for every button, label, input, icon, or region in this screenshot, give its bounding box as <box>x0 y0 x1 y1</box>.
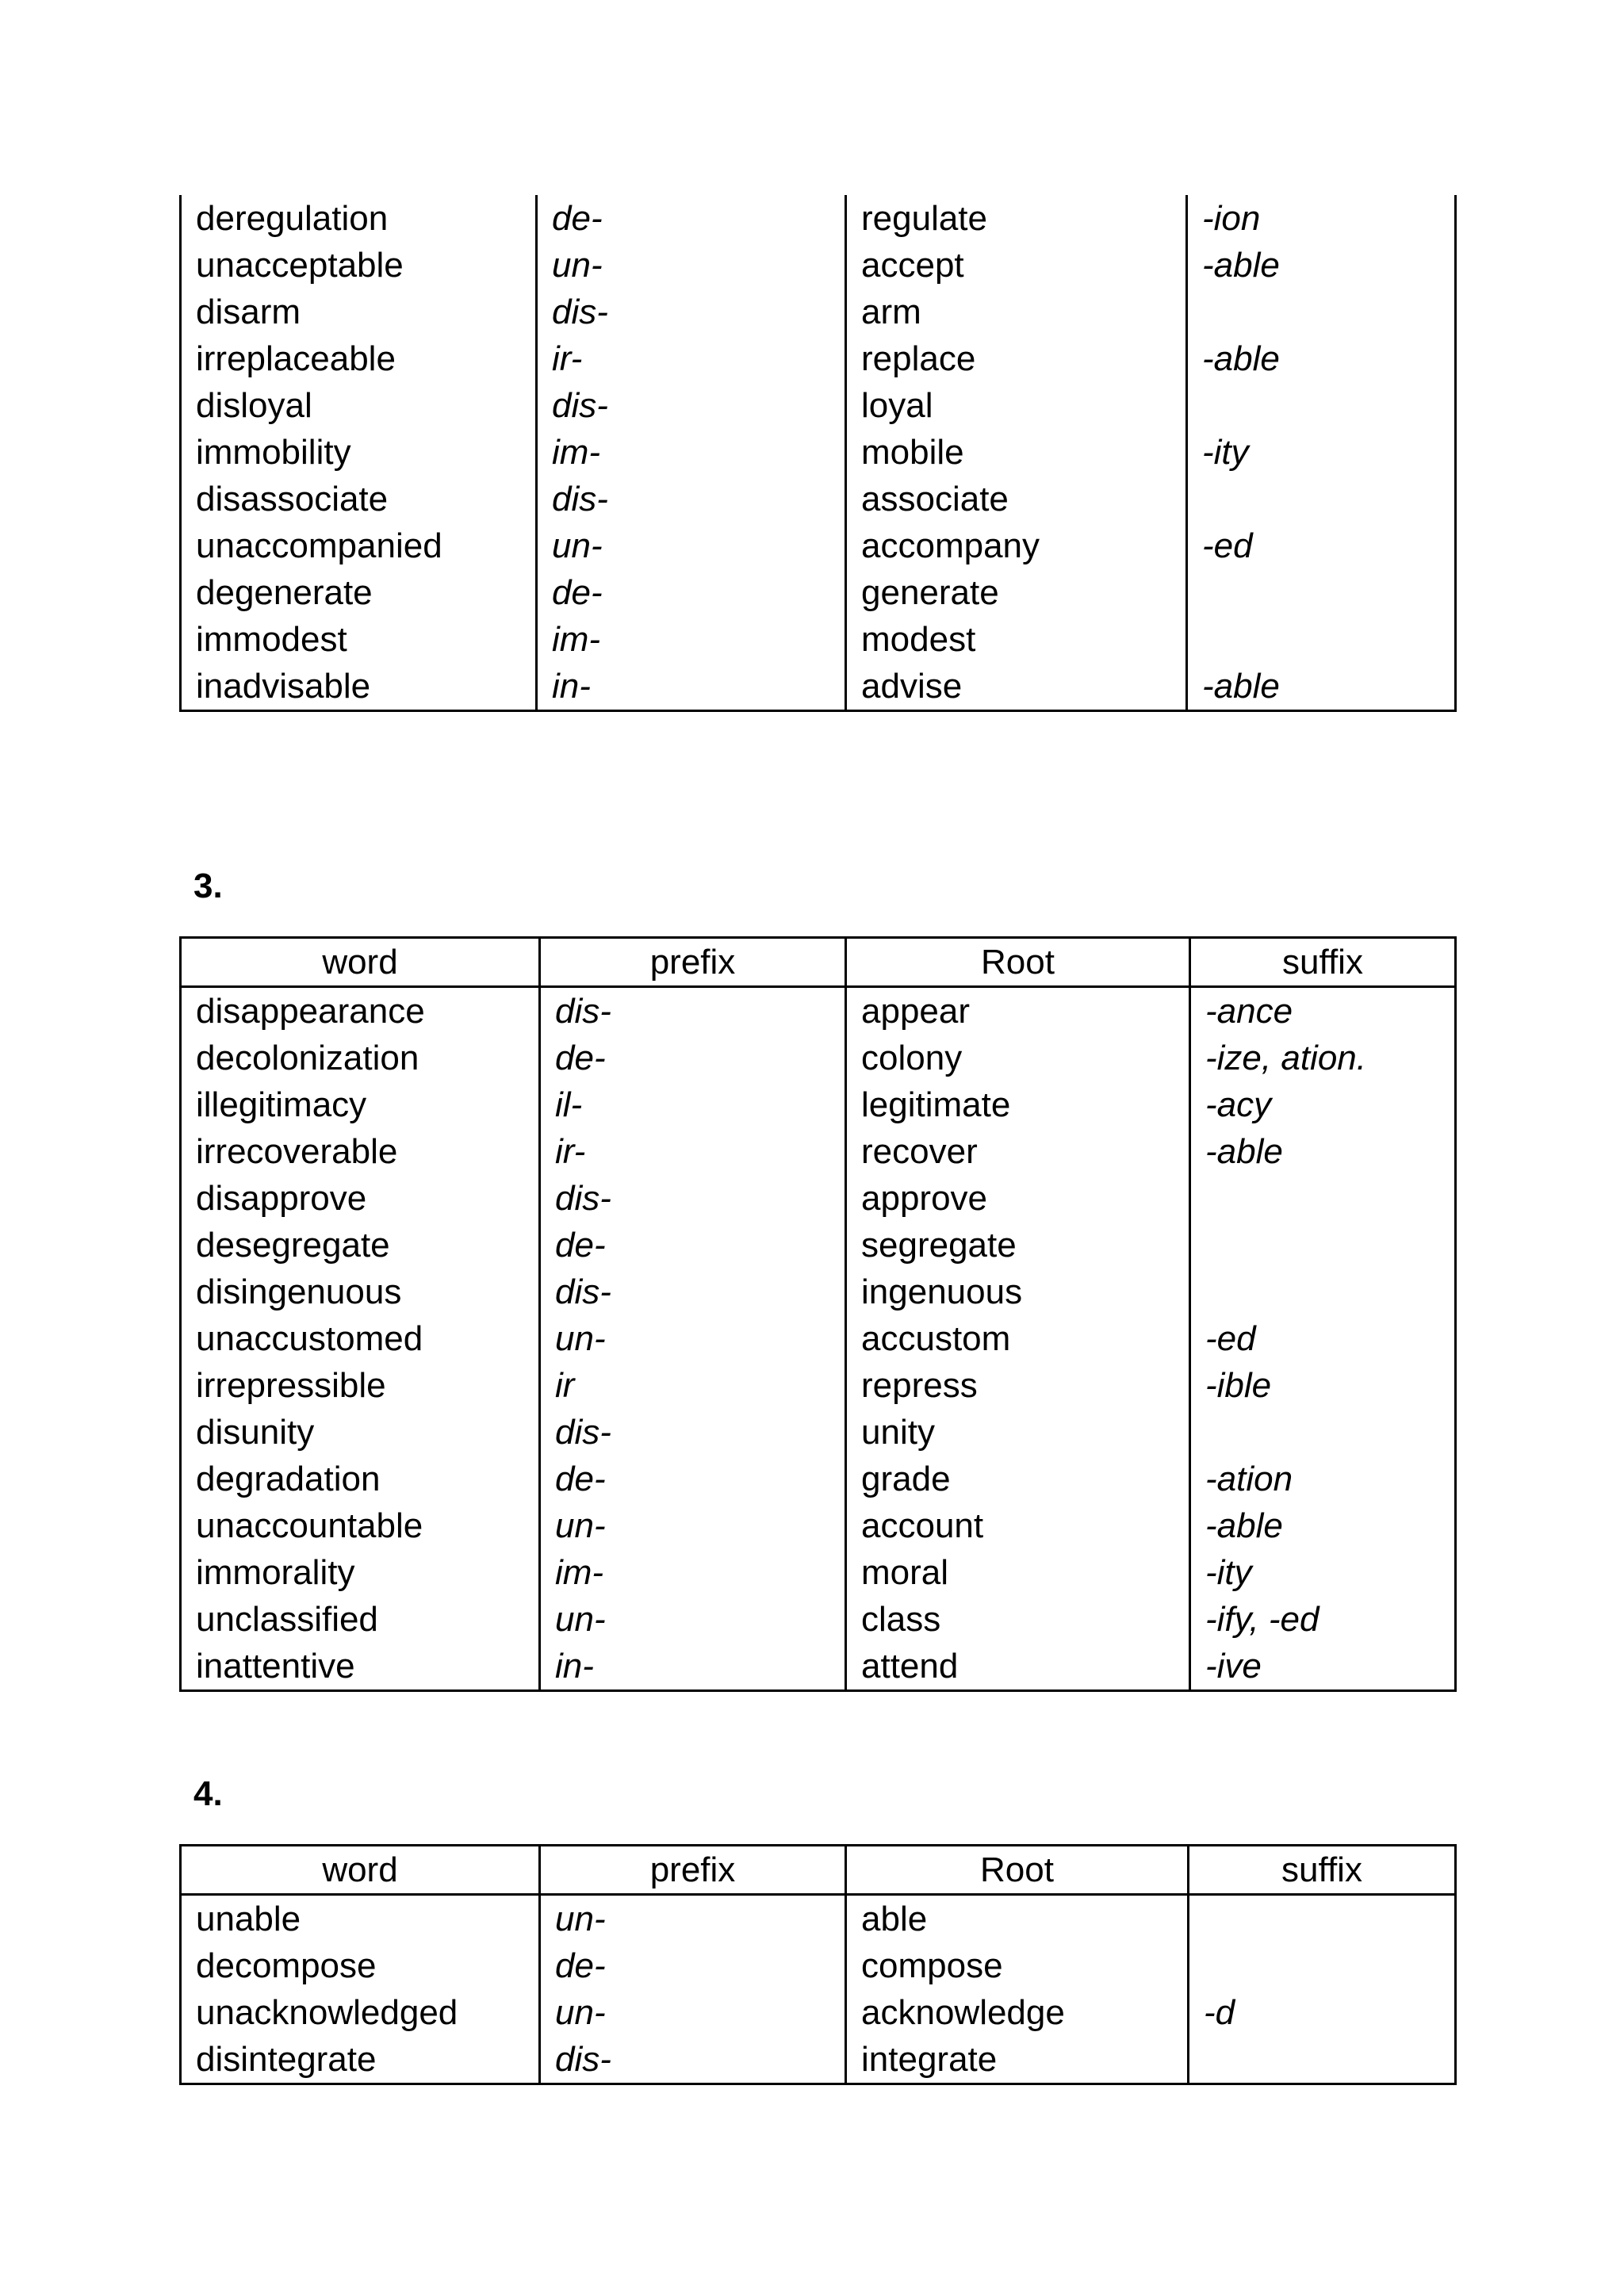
table-row <box>181 289 1456 335</box>
table-row <box>181 1549 1456 1596</box>
word-cell: inattentive <box>181 1643 540 1691</box>
word-cell: disappearance <box>181 987 540 1035</box>
suffix-cell <box>1187 382 1456 429</box>
root-cell: replace <box>846 335 1187 382</box>
header-root: Root <box>846 1846 1189 1895</box>
prefix-cell: dis- <box>540 1269 846 1315</box>
root-cell: arm <box>846 289 1187 335</box>
word-cell: disunity <box>181 1409 540 1456</box>
word-cell: illegitimacy <box>181 1081 540 1128</box>
word-cell: immodest <box>181 616 537 663</box>
suffix-cell <box>1189 2036 1456 2084</box>
root-cell: ingenuous <box>846 1269 1190 1315</box>
word-cell: degradation <box>181 1456 540 1502</box>
suffix-cell: -ance <box>1190 987 1456 1035</box>
word-analysis-table-4 <box>179 1844 1457 2085</box>
word-cell: unaccompanied <box>181 522 537 569</box>
suffix-cell: -acy <box>1190 1081 1456 1128</box>
prefix-cell: ir- <box>540 1128 846 1175</box>
root-cell: repress <box>846 1362 1190 1409</box>
table-row <box>181 429 1456 476</box>
table-row <box>181 522 1456 569</box>
table-row <box>181 2036 1456 2084</box>
word-analysis-table-3 <box>179 936 1457 1692</box>
table-row <box>181 1409 1456 1456</box>
header-prefix: prefix <box>540 1846 846 1895</box>
word-cell: unacceptable <box>181 242 537 289</box>
root-cell: generate <box>846 569 1187 616</box>
root-cell: attend <box>846 1643 1190 1691</box>
header-prefix: prefix <box>540 938 846 987</box>
table-row <box>181 1502 1456 1549</box>
table-row <box>181 195 1456 242</box>
root-cell: unity <box>846 1409 1190 1456</box>
word-cell: decolonization <box>181 1035 540 1081</box>
prefix-cell: un- <box>540 1502 846 1549</box>
table-row <box>181 1643 1456 1691</box>
table4-body <box>181 1895 1456 2084</box>
prefix-cell: de- <box>540 1456 846 1502</box>
suffix-cell <box>1189 1895 1456 1943</box>
table-row <box>181 1081 1456 1128</box>
root-cell: loyal <box>846 382 1187 429</box>
suffix-cell: -ation <box>1190 1456 1456 1502</box>
word-cell: irrepressible <box>181 1362 540 1409</box>
word-cell: unaccountable <box>181 1502 540 1549</box>
suffix-cell: -ible <box>1190 1362 1456 1409</box>
root-cell: integrate <box>846 2036 1189 2084</box>
header-root: Root <box>846 938 1190 987</box>
prefix-cell: de- <box>540 1222 846 1269</box>
table-row <box>181 1942 1456 1989</box>
prefix-cell: dis- <box>537 476 846 522</box>
word-cell: disingenuous <box>181 1269 540 1315</box>
prefix-cell: dis- <box>540 1175 846 1222</box>
prefix-cell: dis- <box>540 1409 846 1456</box>
root-cell: accept <box>846 242 1187 289</box>
prefix-cell: de- <box>540 1035 846 1081</box>
root-cell: modest <box>846 616 1187 663</box>
suffix-cell <box>1187 616 1456 663</box>
suffix-cell <box>1187 289 1456 335</box>
table-row <box>181 335 1456 382</box>
prefix-cell: un- <box>540 1315 846 1362</box>
table-row <box>181 242 1456 289</box>
prefix-cell: ir- <box>537 335 846 382</box>
word-cell: disapprove <box>181 1175 540 1222</box>
suffix-cell: -able <box>1187 663 1456 711</box>
table-row <box>181 569 1456 616</box>
prefix-cell: im- <box>537 616 846 663</box>
prefix-cell: de- <box>537 195 846 242</box>
root-cell: accompany <box>846 522 1187 569</box>
root-cell: compose <box>846 1942 1189 1989</box>
prefix-cell: im- <box>537 429 846 476</box>
prefix-cell: ir <box>540 1362 846 1409</box>
section-number-4: 4. <box>193 1774 223 1813</box>
table-header-row <box>181 1846 1456 1895</box>
prefix-cell: un- <box>537 242 846 289</box>
table-row <box>181 1362 1456 1409</box>
suffix-cell <box>1190 1409 1456 1456</box>
suffix-cell: -ity <box>1187 429 1456 476</box>
prefix-cell: in- <box>537 663 846 711</box>
root-cell: advise <box>846 663 1187 711</box>
header-word: word <box>181 1846 540 1895</box>
root-cell: able <box>846 1895 1189 1943</box>
suffix-cell: -d <box>1189 1989 1456 2036</box>
word-cell: degenerate <box>181 569 537 616</box>
table-row <box>181 1596 1456 1643</box>
root-cell: regulate <box>846 195 1187 242</box>
word-cell: immobility <box>181 429 537 476</box>
suffix-cell <box>1189 1942 1456 1989</box>
prefix-cell: dis- <box>540 2036 846 2084</box>
table-row <box>181 1035 1456 1081</box>
word-cell: immorality <box>181 1549 540 1596</box>
root-cell: account <box>846 1502 1190 1549</box>
suffix-cell: -ed <box>1187 522 1456 569</box>
root-cell: accustom <box>846 1315 1190 1362</box>
word-cell: disassociate <box>181 476 537 522</box>
suffix-cell <box>1190 1269 1456 1315</box>
suffix-cell: -ity <box>1190 1549 1456 1596</box>
word-cell: irreplaceable <box>181 335 537 382</box>
prefix-cell: un- <box>540 1596 846 1643</box>
table-row <box>181 1895 1456 1943</box>
word-cell: unable <box>181 1895 540 1943</box>
root-cell: appear <box>846 987 1190 1035</box>
prefix-cell: im- <box>540 1549 846 1596</box>
root-cell: class <box>846 1596 1190 1643</box>
word-analysis-table-continued <box>179 195 1457 712</box>
root-cell: recover <box>846 1128 1190 1175</box>
root-cell: acknowledge <box>846 1989 1189 2036</box>
table-row <box>181 1269 1456 1315</box>
header-word: word <box>181 938 540 987</box>
prefix-cell: un- <box>537 522 846 569</box>
table-row <box>181 1222 1456 1269</box>
root-cell: segregate <box>846 1222 1190 1269</box>
table-row <box>181 616 1456 663</box>
suffix-cell: -ed <box>1190 1315 1456 1362</box>
suffix-cell <box>1190 1222 1456 1269</box>
table-row <box>181 987 1456 1035</box>
root-cell: grade <box>846 1456 1190 1502</box>
table-row <box>181 1989 1456 2036</box>
table-row <box>181 1175 1456 1222</box>
table1-body <box>181 195 1456 711</box>
table-row <box>181 1315 1456 1362</box>
word-cell: disarm <box>181 289 537 335</box>
suffix-cell: -able <box>1187 335 1456 382</box>
word-cell: disloyal <box>181 382 537 429</box>
root-cell: colony <box>846 1035 1190 1081</box>
prefix-cell: il- <box>540 1081 846 1128</box>
table3-body <box>181 987 1456 1691</box>
suffix-cell: -ion <box>1187 195 1456 242</box>
root-cell: legitimate <box>846 1081 1190 1128</box>
suffix-cell: -ize, ation. <box>1190 1035 1456 1081</box>
root-cell: moral <box>846 1549 1190 1596</box>
word-cell: desegregate <box>181 1222 540 1269</box>
suffix-cell: -able <box>1190 1128 1456 1175</box>
header-suffix: suffix <box>1190 938 1456 987</box>
root-cell: mobile <box>846 429 1187 476</box>
prefix-cell: un- <box>540 1989 846 2036</box>
word-cell: deregulation <box>181 195 537 242</box>
suffix-cell: -able <box>1187 242 1456 289</box>
suffix-cell: -ive <box>1190 1643 1456 1691</box>
prefix-cell: in- <box>540 1643 846 1691</box>
suffix-cell <box>1187 569 1456 616</box>
prefix-cell: un- <box>540 1895 846 1943</box>
word-cell: unaccustomed <box>181 1315 540 1362</box>
table-row <box>181 1456 1456 1502</box>
root-cell: approve <box>846 1175 1190 1222</box>
prefix-cell: dis- <box>540 987 846 1035</box>
prefix-cell: dis- <box>537 382 846 429</box>
prefix-cell: dis- <box>537 289 846 335</box>
word-cell: decompose <box>181 1942 540 1989</box>
table-header-row <box>181 938 1456 987</box>
word-cell: unclassified <box>181 1596 540 1643</box>
suffix-cell <box>1190 1175 1456 1222</box>
suffix-cell: -ify, -ed <box>1190 1596 1456 1643</box>
prefix-cell: de- <box>540 1942 846 1989</box>
word-cell: irrecoverable <box>181 1128 540 1175</box>
table-row <box>181 382 1456 429</box>
header-suffix: suffix <box>1189 1846 1456 1895</box>
table-row <box>181 476 1456 522</box>
word-cell: unacknowledged <box>181 1989 540 2036</box>
section-number-3: 3. <box>193 867 223 905</box>
table-row <box>181 1128 1456 1175</box>
prefix-cell: de- <box>537 569 846 616</box>
word-cell: disintegrate <box>181 2036 540 2084</box>
word-cell: inadvisable <box>181 663 537 711</box>
root-cell: associate <box>846 476 1187 522</box>
suffix-cell: -able <box>1190 1502 1456 1549</box>
suffix-cell <box>1187 476 1456 522</box>
table-row <box>181 663 1456 711</box>
